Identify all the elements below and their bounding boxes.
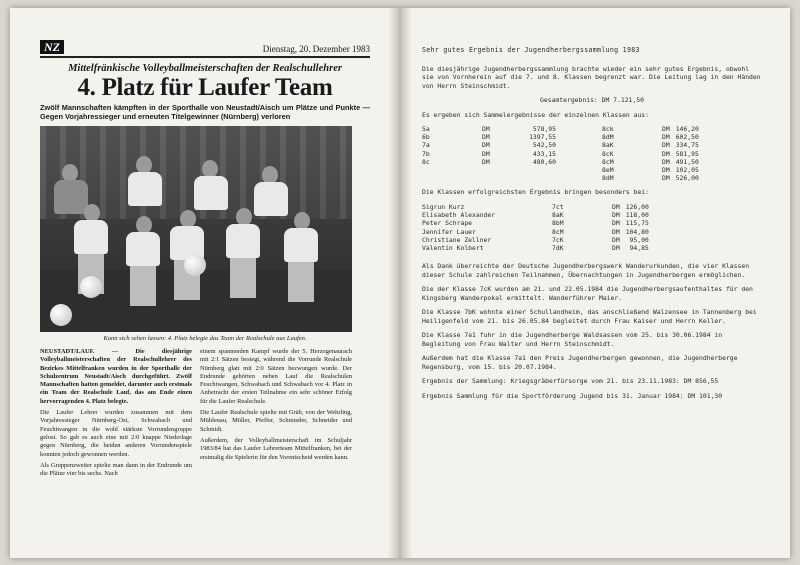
class-cell: 8aK [602, 141, 614, 150]
student-cur: DM [612, 235, 620, 244]
class-cell: 491,50 [675, 157, 699, 166]
class-cell: DM [482, 125, 490, 133]
class-row [422, 166, 705, 174]
class-cell [562, 141, 602, 149]
student-row [422, 228, 655, 236]
masthead [40, 40, 370, 58]
student-amount: 94,85 [629, 243, 649, 252]
class-cell: 8dM [602, 133, 614, 142]
report-paragraph: Ergebnis der Sammlung: Kriegsgräberfürsorge vom 21. bis 23.11.1983: DM 856,55 [422, 377, 719, 386]
volleyball [50, 304, 72, 326]
article-paragraph: NEUSTADT/LAUF. — Die diesjährige Volleyballmeisterschaften der Realschullehrer des Bezirkes Mittelfranken wurden in der Sporthalle der Schulzentrum Neustadt/Aisch durchgeführt. Zwölf Mannschaften hatten gemeldet, darunter auch erstmals ein Team der Realschule Lauf, das am Ende einen hervorragenden 4. Platz belegte. [40, 348, 192, 405]
volleyball [184, 254, 206, 276]
class-cell: 526,00 [675, 174, 699, 183]
player-legs [230, 258, 256, 298]
player-legs [288, 262, 314, 302]
student-amount: 118,00 [625, 211, 649, 220]
student-cur: DM [612, 219, 620, 228]
newspaper-logo: NZ [40, 40, 64, 54]
student-cls: 8bM [552, 219, 564, 228]
report-paragraph: Ergebnis Sammlung für die Sportförderung Jugend bis 31. Januar 1984: DM 101,30 [422, 391, 723, 400]
class-cell: 334,75 [675, 141, 699, 150]
class-cell [562, 125, 602, 133]
student-amount: 115,75 [625, 219, 649, 228]
article-headline: 4. Platz für Laufer Team [77, 74, 333, 101]
class-cell [522, 174, 562, 182]
student-row [422, 211, 655, 219]
article-body [40, 348, 370, 481]
class-cell [482, 174, 522, 182]
volleyball [80, 276, 102, 298]
report-total: Gesamtergebnis: DM 7.121,50 [540, 96, 644, 104]
class-cell: 8dM [602, 174, 614, 183]
class-row [422, 174, 705, 182]
student-amount: 95,00 [629, 235, 649, 244]
class-cell: DM [662, 141, 670, 150]
class-cell [562, 166, 602, 174]
class-cell: 102,05 [675, 166, 699, 175]
class-cell: 1397,55 [529, 133, 556, 142]
classes-heading: Es ergeben sich Sammelergebnisse der einzelnen Klassen aus: [422, 110, 650, 119]
student-cls: 7dK [552, 243, 564, 252]
team-photo [40, 126, 352, 332]
class-cell [422, 166, 482, 174]
class-cell: 7a [422, 141, 430, 150]
students-table [422, 203, 655, 252]
report-paragraph: Als Dank überreichte der Deutsche Jugendherbergswerk Wanderurkunden, die vier Klassen dieser Schule zahlreichen Teilnahmen, Übernachtungen in Jugendherbergen ermöglichen. [422, 262, 750, 279]
student-row [422, 244, 655, 252]
article-paragraph: Außerdem, der Volleyballmeisterschaft im Schuljahr 1983/84 hat das Laufer Lehrerteam Mittelfranken, bei der erstmalig die Spielerin für den Vorentscheid werden kann. [200, 436, 352, 461]
student-name: Jennifer Lauer [422, 227, 476, 236]
student-cur: DM [612, 202, 620, 211]
player-shirt [74, 220, 108, 254]
class-cell: DM [662, 149, 670, 158]
class-cell: DM [662, 133, 670, 142]
article-kicker: Mittelfränkische Volleyballmeisterschaften der Realschullehrer [68, 63, 342, 74]
class-cell: 6b [422, 133, 430, 142]
class-cell [522, 166, 562, 174]
article-deck: Zwölf Mannschaften kämpften in der Sporthalle von Neustadt/Aisch um Plätze und Punkte — Gegen Vorjahressieger und erneuten Titelgewinner (Nürnberg) verloren [40, 103, 370, 121]
class-row [422, 141, 705, 149]
class-cell: DM [482, 133, 490, 142]
article-column-1 [40, 348, 192, 481]
article-paragraph: Die Laufer Realschule spielte mit Gräb, von der Wehrling, Mühlenau, Müller, Pfeffer, Schmieder, Schneider und Schmidt. [200, 409, 352, 433]
report-title: Sehr gutes Ergebnis der Jugendherbergssammlung 1983 [422, 46, 640, 54]
class-cell: DM [662, 166, 670, 175]
student-cur: DM [612, 243, 620, 252]
report-paragraph: Die Klasse 7a1 fuhr in die Jugendherberge Waldsassen vom 25. bis 30.06.1984 in Begleitung von Frau Walter und Herrn Steinschmidt. [422, 331, 723, 348]
student-row [422, 203, 655, 211]
student-name: Peter Schrape [422, 219, 473, 228]
class-cell: 578,95 [532, 125, 556, 133]
photo-caption: Kann sich sehen lassen: 4. Platz belegte das Team der Realschule aus Laufen. [103, 335, 307, 342]
classes-table [422, 125, 705, 182]
player-shirt [226, 224, 260, 258]
player-shirt [194, 176, 228, 210]
class-cell [562, 133, 602, 141]
class-cell: 542,50 [532, 141, 556, 150]
report-intro: Die diesjährige Jugendherbergssammlung brachte wieder ein sehr gutes Ergebnis, obwohl sie von Vornherein auf die 7. und 8. Klassen begrenzt war. Die Leitung lag in den Händen von Herrn Steinschmidt. [422, 64, 761, 90]
class-cell: DM [662, 125, 670, 133]
class-cell: 146,20 [675, 125, 699, 133]
class-cell: 433,15 [532, 149, 556, 158]
player-shirt [54, 180, 88, 214]
class-row [422, 133, 705, 141]
class-cell [482, 166, 522, 174]
report-paragraph: Die Klasse 7bK wohnte einer Schullandheim, das anschließend Walzensee in Tannenberg bei Heiligenfeld vom 21. bis 26.05.84 begleitet durch Frau Kaiser und Herrn Keller. [422, 308, 757, 325]
class-cell: 7b [422, 149, 430, 158]
book-spread [10, 8, 790, 558]
class-cell: 8ck [602, 125, 614, 133]
student-cls: 7cK [552, 235, 564, 244]
class-cell [562, 158, 602, 166]
newspaper-clipping [40, 40, 370, 481]
class-cell: DM [482, 149, 490, 158]
class-cell: 8eM [602, 166, 614, 175]
class-row [422, 125, 705, 133]
class-cell [562, 150, 602, 158]
class-cell: DM [482, 141, 490, 150]
student-name: Elisabeth Alexander [422, 211, 496, 220]
class-cell [562, 174, 602, 182]
article-paragraph: Die Laufer Lehrer wurden zusammen mit dem Vorjahressieger Nürnberg-Ost, Schwabach und Feuchtwangen in die wohl stärkste Vorrundengruppe gelost. So gab es auch eine mit 2:0 knappe Niederlage gegen Nürnberg, die beiden anderen Vorrundenspiele konnten jedoch gewonnen werden. [40, 409, 192, 458]
typed-report [422, 46, 762, 406]
article-paragraph: Als Gruppenzweiter spielte man dann in der Endrunde um die Plätze vier bis sechs. Nach [40, 461, 192, 478]
class-cell: DM [482, 157, 490, 166]
students-heading: Die Klassen erfolgreichsten Ergebnis bringen besonders bei: [422, 188, 650, 197]
student-row [422, 236, 655, 244]
class-row [422, 150, 705, 158]
report-paragraph: Die der Klasse 7cK wurden am 21. und 22.05.1984 die Jugendherbergsaufenthaltes für den Kingsberg Wanderpokal ermittelt. Wanderführer Maier. [422, 285, 753, 302]
student-cur: DM [612, 211, 620, 220]
student-name: Sigrun Kurz [422, 202, 465, 211]
student-cur: DM [612, 227, 620, 236]
class-cell: 8cM [602, 157, 614, 166]
student-amount: 126,00 [625, 202, 649, 211]
report-paragraph: Außerdem hat die Klasse 7a1 den Preis Jugendherbergen gewonnen, die Jugendherberge Regensburg, vom 15. bis 20.07.1984. [422, 354, 738, 371]
student-name: Valentin Kolbert [422, 243, 484, 252]
player-shirt [128, 172, 162, 206]
book-gutter [388, 8, 412, 558]
player-legs [130, 266, 156, 306]
class-cell: DM [662, 174, 670, 183]
class-cell: 8cK [602, 149, 614, 158]
article-paragraph: einem spannenden Kampf wurde der 5. Herzogenaurach mit 2:1 Sätzen besiegt, während die Vorrunde Realschule Nürnberg glatt mit 2:0 Sätzen bezwungen wurde. Der Endrunde gehörten neben Lauf die Realschulen Feuchtwangen, Schwabach und Schwabach vor 4. Platz in Anbetracht der ersten Teilnahme ein sehr schöner Erfolg für die Laufer Realschule. [200, 348, 352, 405]
class-cell: DM [662, 157, 670, 166]
student-cls: 7ct [552, 202, 564, 211]
student-name: Christiane Zellner [422, 235, 492, 244]
player-shirt [254, 182, 288, 216]
student-cls: 8cM [552, 227, 564, 236]
class-cell: 8c [422, 157, 430, 166]
player-shirt [126, 232, 160, 266]
class-cell [422, 174, 482, 182]
class-cell: 602,50 [675, 133, 699, 142]
class-row [422, 158, 705, 166]
student-row [422, 219, 655, 227]
class-cell: 480,60 [532, 157, 556, 166]
class-cell: 5a [422, 125, 430, 133]
student-cls: 8aK [552, 211, 564, 220]
class-cell: 581,95 [675, 149, 699, 158]
player-shirt [284, 228, 318, 262]
article-column-2 [200, 348, 352, 481]
student-amount: 104,80 [625, 227, 649, 236]
publication-date: Dienstag, 20. Dezember 1983 [262, 44, 370, 54]
